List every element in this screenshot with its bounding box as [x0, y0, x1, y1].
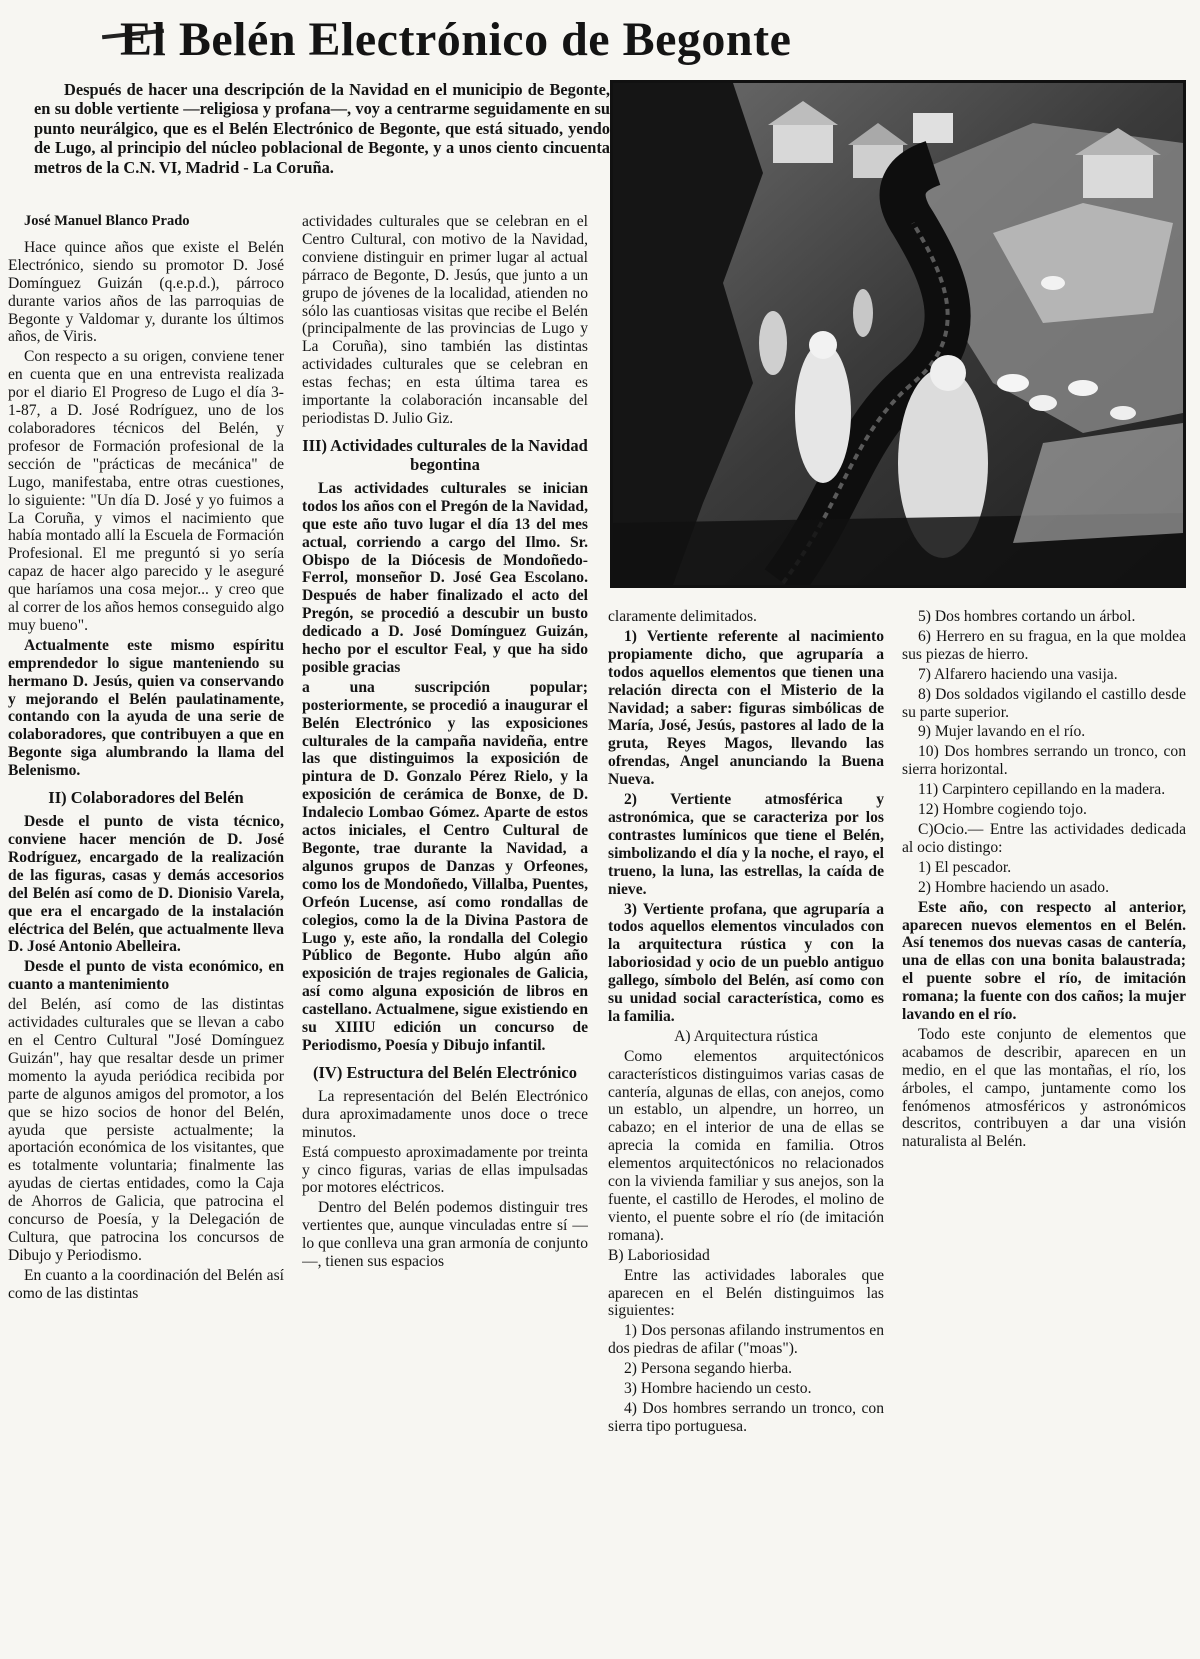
photo-illustration	[613, 83, 1183, 585]
list-item: 2) Hombre haciendo un asado.	[918, 878, 1109, 896]
paragraph: Todo este conjunto de elementos que acabamos de describir, aparecen en un medio, en el que las montañas, el río, los árboles, el campo, juntamente como los fenómenos atmosféricos y astronómicos descritos, contribuyen a dar una visión naturalista al Belén.	[902, 1025, 1186, 1151]
list-item: 9) Mujer lavando en el río.	[918, 723, 1086, 741]
subsection-heading: B) Laboriosidad	[608, 1246, 710, 1264]
list-item: 11) Carpintero cepillando en la madera.	[918, 781, 1166, 799]
paragraph: a una suscripción popular; posteriormente, se procedió a inaugurar el Belén Electrónico y las exposiciones culturales de la campaña navideña, entre las que distinguimos la exposición de pintura de D. Gonzalo Pérez Rielo, y la exposición de cerámica de Bonxe, de D. Indalecio Lombao Gómez. Aparte de estos actos iniciales, el Centro Cultural de Begonte, trae durante la Navidad, a algunos grupos de Danzas y Orfeones, como los de Mondoñedo, Villalba, Puentes, Orfeón Lucense, así como rondallas de colegios, como la de la Divina Pastora de Lugo y, este año, la rondalla del Colegio Público de Begonte. Hubo algún año exposición de trajes regionales de Galicia, así como alguna exposición de libros en castellano. Actualmene, sigue existiendo en su XIIIU edición un concurso de Periodismo, Poesía y Dibujo infantil.	[302, 678, 588, 1054]
article-column-2	[302, 213, 588, 1653]
paragraph: Actualmente este mismo espíritu emprendedor lo sigue manteniendo su hermano D. Jesús, quien va conservando y mejorando el Belén paulatinamente, contando con la ayuda de una serie de colaboradores, que contribuyen a que en Begonte siga alumbrando la llama del Belenismo.	[8, 636, 284, 780]
list-item: 12) Hombre cogiendo tojo.	[918, 801, 1087, 819]
subsection-heading: A) Arquitectura rústica	[674, 1027, 818, 1045]
list-item: 10) Dos hombres serrando un tronco, con sierra horizontal.	[902, 743, 1186, 779]
paragraph: 2) Vertiente atmosférica y astronómica, que se caracteriza por los contrastes lumínicos que tiene el Belén, simbolizando el día y la noche, el rayo, el trueno, la luna, las estrellas, la caída de nieve.	[608, 791, 884, 898]
paragraph: En cuanto a la coordinación del Belén así como de las distintas	[8, 1266, 284, 1302]
paragraph: Como elementos arquitectónicos característicos distinguimos varias casas de cantería, algunas de ellas, con anejos, como un establo, un alpendre, un horreo, un cabazo; en el interior de una de ellas se aprecia la comida en familia. Otros elementos arquitectónicos no relacionados con la vivienda familiar y sus anejos, son la fuente, el castillo de Herodes, el molino de viento, el puente sobre el río (de imitación romana).	[608, 1047, 884, 1244]
paragraph: Este año, con respecto al anterior, aparecen nuevos elementos en el Belén. Así tenemos dos nuevas casas de cantería, una de ellas con una bonita balaustrada; el puente sobre el río, de imitación romana; la fuente con dos caños; la mujer lavando en el río.	[902, 898, 1186, 1024]
paragraph: Está compuesto aproximadamente por treinta y cinco figuras, varias de ellas impulsadas por motores eléctricos.	[302, 1143, 588, 1197]
list-item: 5) Dos hombres cortando un árbol.	[918, 608, 1136, 625]
paragraph: Entre las actividades laborales que aparecen en el Belén distinguimos las siguientes:	[608, 1266, 884, 1320]
paragraph: Dentro del Belén podemos distinguir tres vertientes que, aunque vinculadas entre sí —lo que conlleva una gran armonía de conjunto—, tienen sus espacios	[302, 1199, 588, 1271]
byline: José Manuel Blanco Prado	[24, 213, 190, 229]
paragraph: Las actividades culturales se inician todos los años con el Pregón de la Navidad, que este año tuvo lugar el día 13 del mes actual, corriendo a cargo del Ilmo. Sr. Obispo de la Diócesis de Mondoñedo-Ferrol, monseñor D. José Gea Escolano. Después de haber finalizado el acto del Pregón, se procedió a descubir un busto dedicado a D. José Domínguez Guizán, hecho por el escultor Feal, y que ha sido posible gracias	[302, 479, 588, 676]
article-column-4	[902, 608, 1186, 1268]
list-item: 1) El pescador.	[918, 858, 1012, 876]
paragraph: Desde el punto de vista económico, en cuanto a mantenimiento	[8, 958, 284, 994]
section-heading: II) Colaboradores del Belén	[48, 788, 244, 808]
section-heading: (IV) Estructura del Belén Electrónico	[313, 1062, 577, 1082]
list-item: 2) Persona segando hierba.	[624, 1360, 793, 1378]
headline: El Belén Electrónico de Begonte	[120, 13, 792, 66]
list-item: 4) Dos hombres serrando un tronco, con sierra tipo portuguesa.	[608, 1399, 884, 1435]
list-item: 3) Hombre haciendo un cesto.	[624, 1380, 812, 1398]
paragraph: actividades culturales que se celebran en el Centro Cultural, con motivo de la Navidad, conviene distinguir en primer lugar al actual párraco de Begonte, D. Jesús, que junto a un grupo de jóvenes de la localidad, atienden no sólo las cuantiosas visitas que recibe el Belén (principalmente de las provincias de Lugo y La Coruña), sino también las distintas actividades culturales que se celebran en estas fechas; en esta última tarea es importante la colaboración incansable del periodistas D. Julio Giz.	[302, 213, 588, 427]
paragraph: 1) Vertiente referente al nacimiento propiamente dicho, que agruparía a todos aquellos elementos que tienen una relación directa con el Misterio de la Navidad; a saber: figuras simbólicas de María, José, Jesús, pastores al lado de la gruta, Reyes Magos, llevando las ofrendas, Angel anunciando la Buena Nueva.	[608, 627, 884, 789]
paragraph: La representación del Belén Electrónico dura aproximadamente unos doce o trece minutos.	[302, 1087, 588, 1141]
paragraph: Hace quince años que existe el Belén Electrónico, siendo su promotor D. José Domínguez Guizán (q.e.p.d.), párroco durante varios años de las parroquias de Begonte y Valdomar y, durante los últimos años, de Viris.	[8, 238, 284, 346]
list-item: 6) Herrero en su fragua, en la que moldea sus piezas de hierro.	[902, 627, 1186, 663]
paragraph: Con respecto a su origen, conviene tener en cuenta que en una entrevista realizada por el diario El Progreso de Lugo el día 3-1-87, a D. José Rodríguez, uno de los colaboradores técnicos del Belén, y profesor de Formación profesional de la sección de "prácticas de mecánica" de Lugo, manifestaba, entre otras cuestiones, lo siguiente: "Un día D. José y yo fuimos a La Coruña, y vimos el nacimiento que había montado allí la Escuela de Formación Profesional. El me preguntó si yo sería capaz de hacer algo parecido y le aseguré que haríamos una cosa mejor... y creo que al correr de los años hemos conseguido algo muy bueno".	[8, 348, 284, 634]
paragraph: claramente delimitados.	[608, 608, 757, 625]
article-column-3	[608, 608, 884, 1648]
lead-paragraph: Después de hacer una descripción de la Navidad en el municipio de Begonte, en su doble vertiente —religiosa y profana—, voy a centrarme seguidamente en su punto neurálgico, que es el Belén Electrónico de Begonte, que está situado, yendo de Lugo, al principio del núcleo poblacional de Begonte, y a unos ciento cincuenta metros de la C.N. VI, Madrid - La Coruña.	[34, 80, 610, 177]
paragraph: C)Ocio.— Entre las actividades dedicada al ocio distingo:	[902, 820, 1186, 856]
paragraph: del Belén, así como de las distintas actividades culturales que se llevan a cabo en el Centro Cultural "José Domínguez Guizán", hay que resaltar desde un primer momento la ayuda periódica recibida por parte de algunos amigos del promotor, a los que se hizo socios de honor del Belén, ayuda que persiste actualmente; la aportación económica de los visitantes, que es totalmente voluntaria; finalmente las ayudas de ciertas entidades, como la Caja de Ahorros de Galicia, que patrocina el concurso de Poesía, y la Delegación de Cultura, que patrocina los concursos de Dibujo y Periodismo.	[8, 996, 284, 1264]
list-item: 7) Alfarero haciendo una vasija.	[918, 665, 1118, 683]
list-item: 8) Dos soldados vigilando el castillo desde su parte superior.	[902, 685, 1186, 721]
nativity-scene-photo	[610, 80, 1186, 588]
paragraph: 3) Vertiente profana, que agruparía a todos aquellos elementos vinculados con la arquitectura rústica y con la laboriosidad y ocio de un pueblo antiguo gallego, símbolo del Belén, así como con su unidad social característica, como es la familia.	[608, 900, 884, 1025]
article-column-1	[8, 213, 284, 1653]
section-heading: III) Actividades culturales de la Navidad begontina	[302, 435, 588, 474]
paragraph: Desde el punto de vista técnico, conviene hacer mención de D. José Rodríguez, encargado de la realización de las figuras, casas y demás accesorios del Belén así como de D. Dionisio Varela, que era el encargado de la instalación eléctrica del Belén, que actualmente lleva D. José Antonio Abelleira.	[8, 813, 284, 956]
list-item: 1) Dos personas afilando instrumentos en dos piedras de afilar ("moas").	[608, 1322, 884, 1358]
